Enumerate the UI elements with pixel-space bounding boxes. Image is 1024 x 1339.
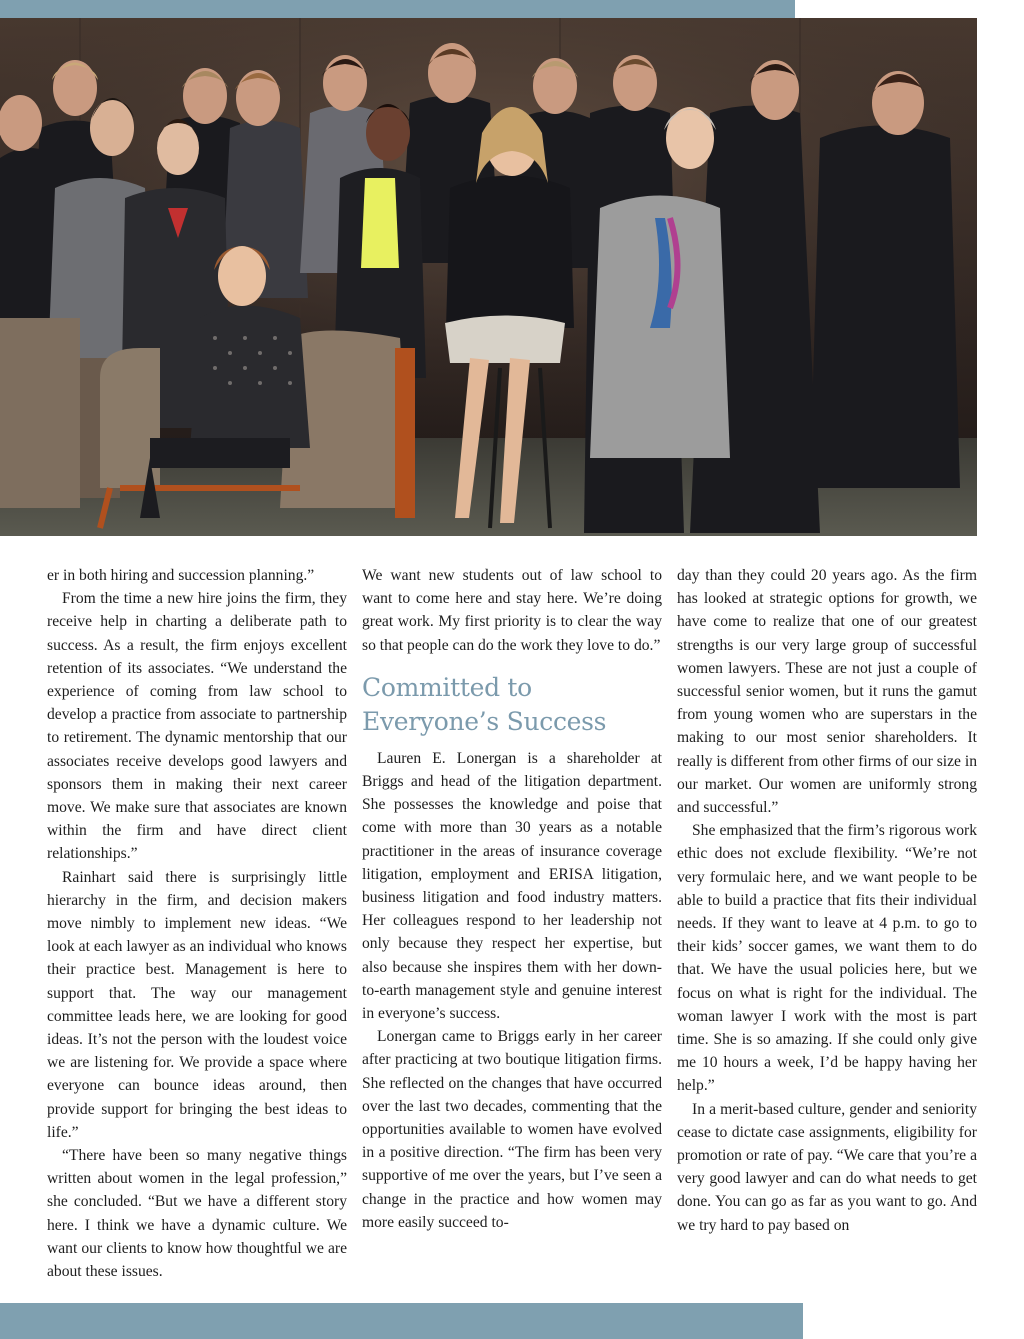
paragraph: Lauren E. Lonergan is a shareholder at Briggs and head of the litigation department. She possesses the knowledge and poise that come with more than 30 years as a notable practitioner in the areas of insurance coverage litigation, employment and ERISA litigation, business litigation and food industry matters. Her colleagues respond to her leadership not only because they respect her expertise, but also because she inspires them with her down-to-earth management style and genuine interest in everyone’s success. bbox=[362, 749, 662, 1023]
text-column-2 bbox=[362, 564, 662, 1234]
paragraph: Rainhart said there is surprisingly little hierarchy in the firm, and decision makers move nimbly to implement new ideas. “We look at each lawyer as an individual who knows their practice best. Management is here to support that. The way our management committee leads here, we are looking for good ideas. It’s not the person with the loudest voice we are listening for. We provide a space where everyone can bounce ideas around, then provide support for bringing the best ideas to life.” bbox=[47, 868, 347, 1141]
text-column-1 bbox=[47, 564, 347, 1283]
paragraph: From the time a new hire joins the firm, they receive help in charting a deliberate path to success. As a result, the firm enjoys excellent retention of its associates. “We understand the experience of coming from law school to develop a practice from associate to partnership to retirement. The dynamic mentorship that our associates receive develops good lawyers and sponsors them in making their next career move. We make sure that associates are known within the firm and have direct client relationships.” bbox=[47, 590, 347, 863]
paragraph: “There have been so many negative things written about women in the legal profession,” she concluded. “But we have a different story here. I think we have a dynamic culture. We want our clients to know how thoughtful we are about these issues. bbox=[47, 1147, 347, 1281]
paragraph: day than they could 20 years ago. As the firm has looked at strategic options for growth, we have come to realize that one of our greatest strengths is our very large group of successful women lawyers. These are not just a couple of successful senior women, but it runs the gamut from young women who are superstars in the making to our most senior shareholders. It really is different from other firms of our size in our market. Our women are uniformly strong and successful.” bbox=[677, 567, 977, 817]
group-photo-illustration bbox=[0, 18, 977, 536]
section-heading: Committed to Everyone’s Success bbox=[362, 672, 607, 736]
top-accent-band bbox=[0, 0, 795, 18]
paragraph: er in both hiring and succession planning.” bbox=[47, 567, 315, 584]
bottom-accent-band bbox=[0, 1303, 803, 1339]
paragraph: She emphasized that the firm’s rigorous work ethic does not exclude flexibility. “We’re not very formulaic here, and we want people to be able to build a practice that fits their individual needs. If they want to leave at 4 p.m. to go to their kids’ soccer games, we want them to do that. We have the usual policies here, but we focus on what is right for the individual. The woman lawyer I work with the most is part time. She is so amazing. If she could only give me 10 hours a week, I’d be happy having her help.” bbox=[677, 822, 977, 1095]
paragraph: In a merit-based culture, gender and seniority cease to dictate case assignments, eligibility for promotion or rate of pay. “We care that you’re a very good lawyer and can do what needs to get done. You can go as far as you want to go. And we try hard to pay based on bbox=[677, 1100, 977, 1234]
paragraph: Lonergan came to Briggs early in her career after practicing at two boutique litigation firms. She reflected on the changes that have occurred over the last two decades, commenting that the opportunities available to women have evolved in a positive direction. “The firm has been very supportive of me over the years, but I’ve seen a change in the practice and how women may more easily succeed to- bbox=[362, 1028, 662, 1231]
group-photo bbox=[0, 18, 977, 536]
paragraph: We want new students out of law school to want to come here and stay here. We’re doing great work. My first priority is to clear the way so that people can do the work they love to do.” bbox=[362, 567, 662, 654]
text-column-3 bbox=[677, 564, 977, 1237]
